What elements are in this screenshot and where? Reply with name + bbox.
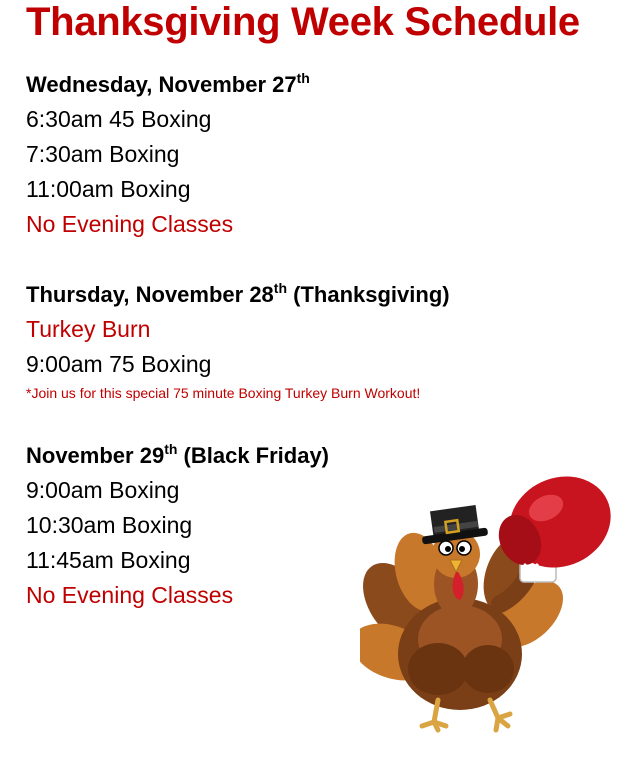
class-time: 6:30am 45 Boxing	[26, 106, 212, 132]
day-heading-ordinal: th	[164, 441, 178, 457]
no-classes-notice: No Evening Classes	[26, 211, 234, 237]
day-heading-text: Thursday, November 28	[26, 282, 274, 307]
day-heading-text: November 29	[26, 443, 165, 468]
pilgrim-hat-icon	[422, 505, 488, 545]
day-section-thursday	[26, 277, 450, 404]
day-heading-text: Wednesday, November 27	[26, 72, 297, 97]
day-heading-suffix: (Thanksgiving)	[287, 282, 450, 307]
class-time: 9:00am 75 Boxing	[26, 351, 212, 377]
class-time: 9:00am Boxing	[26, 477, 180, 503]
day-heading	[26, 67, 310, 102]
day-heading-ordinal: th	[296, 70, 310, 86]
day-heading	[26, 438, 329, 473]
no-classes-notice: No Evening Classes	[26, 582, 234, 608]
day-section-wednesday	[26, 67, 310, 242]
day-section-friday	[26, 438, 329, 613]
class-time: 11:45am Boxing	[26, 547, 191, 573]
day-heading	[26, 277, 450, 312]
day-heading-suffix: (Black Friday)	[177, 443, 330, 468]
class-time: 10:30am Boxing	[26, 512, 193, 538]
special-class-note: *Join us for this special 75 minute Boxing Turkey Burn Workout!	[26, 385, 421, 401]
class-time: 7:30am Boxing	[26, 141, 180, 167]
day-heading-ordinal: th	[273, 280, 288, 296]
special-class-title: Turkey Burn	[26, 316, 151, 342]
page-title: Thanksgiving Week Schedule	[26, 0, 580, 44]
boxing-turkey-illustration	[360, 474, 622, 736]
class-time: 11:00am Boxing	[26, 176, 191, 202]
